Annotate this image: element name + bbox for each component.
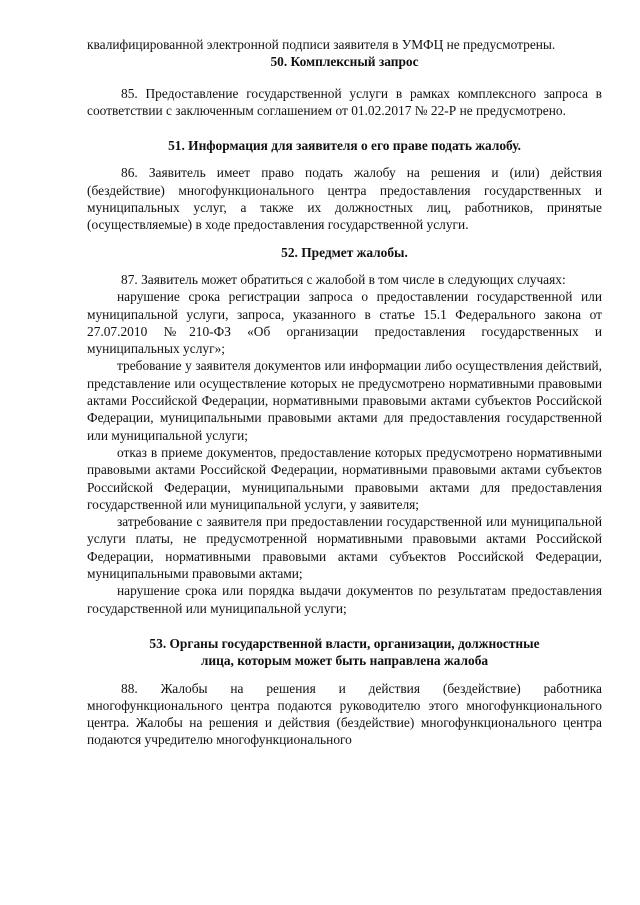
complaint-case-item: нарушение срока или порядка выдачи документов по результатам предоставления государственной или муниципальной услуги; [87, 583, 602, 616]
section-53-heading-line2: лица, которым может быть направлена жалоба [200, 653, 489, 669]
section-53-heading-line1: 53. Органы государственной власти, организации, должностные [149, 635, 540, 651]
section-51-heading: 51. Информация для заявителя о его праве подать жалобу. [168, 138, 521, 154]
document-page [87, 36, 602, 749]
section-50-heading: 50. Комплексный запрос [270, 54, 419, 70]
paragraph-88: 88. Жалобы на решения и действия (бездействие) работника многофункционального центра подаются руководителю этого многофункционального центра. Жалобы на решения и действия (бездействие) многофункционального центра подаются учредителю многофункционального [87, 680, 602, 748]
complaint-case-item: требование у заявителя документов или информации либо осуществления действий, представление или осуществление которых не предусмотрено нормативными правовыми актами Российской Федерации, нормативными правовыми актами субъектов Российской Федерации, муниципальными правовыми актами для предоставления государственной или муниципальной услуги; [87, 358, 602, 443]
complaint-case-item: нарушение срока регистрации запроса о предоставлении государственной или муниципальной услуги, запроса, указанного в статье 15.1 Федерального закона от 27.07.2010 №210-ФЗ «Об организации предоставления государственных и муниципальных услуг»; [87, 289, 602, 357]
paragraph-85: 85. Предоставление государственной услуги в рамках комплексного запроса в соответствии с заключенным соглашением от 01.02.2017 № 22-Р не предусмотрено. [87, 85, 602, 118]
complaint-case-item: затребование с заявителя при предоставлении государственной или муниципальной услуги платы, не предусмотренной нормативными правовыми актами Российской Федерации, нормативными правовыми актами субъектов Российской Федерации, муниципальными правовыми актами; [87, 514, 602, 582]
complaint-case-item: отказ в приеме документов, предоставление которых предусмотрено нормативными правовыми актами Российской Федерации, нормативными правовыми актами субъектов Российской Федерации, муниципальными правовыми актами для предоставления государственной или муниципальной услуги, у заявителя; [87, 444, 602, 512]
paragraph-87: 87. Заявитель может обратиться с жалобой в том числе в следующих случаях: [121, 271, 566, 287]
paragraph-86: 86. Заявитель имеет право подать жалобу на решения и (или) действия (бездействие) многофункционального центра предоставления государственных и муниципальных услуг, а также их должностных лиц, работников, принятые (осуществляемые) в ходе предоставления государственной услуги. [87, 165, 602, 233]
section-52-heading: 52. Предмет жалобы. [281, 244, 408, 260]
continued-paragraph: квалифицированной электронной подписи заявителя в УМФЦ не предусмотрены. [87, 37, 556, 52]
